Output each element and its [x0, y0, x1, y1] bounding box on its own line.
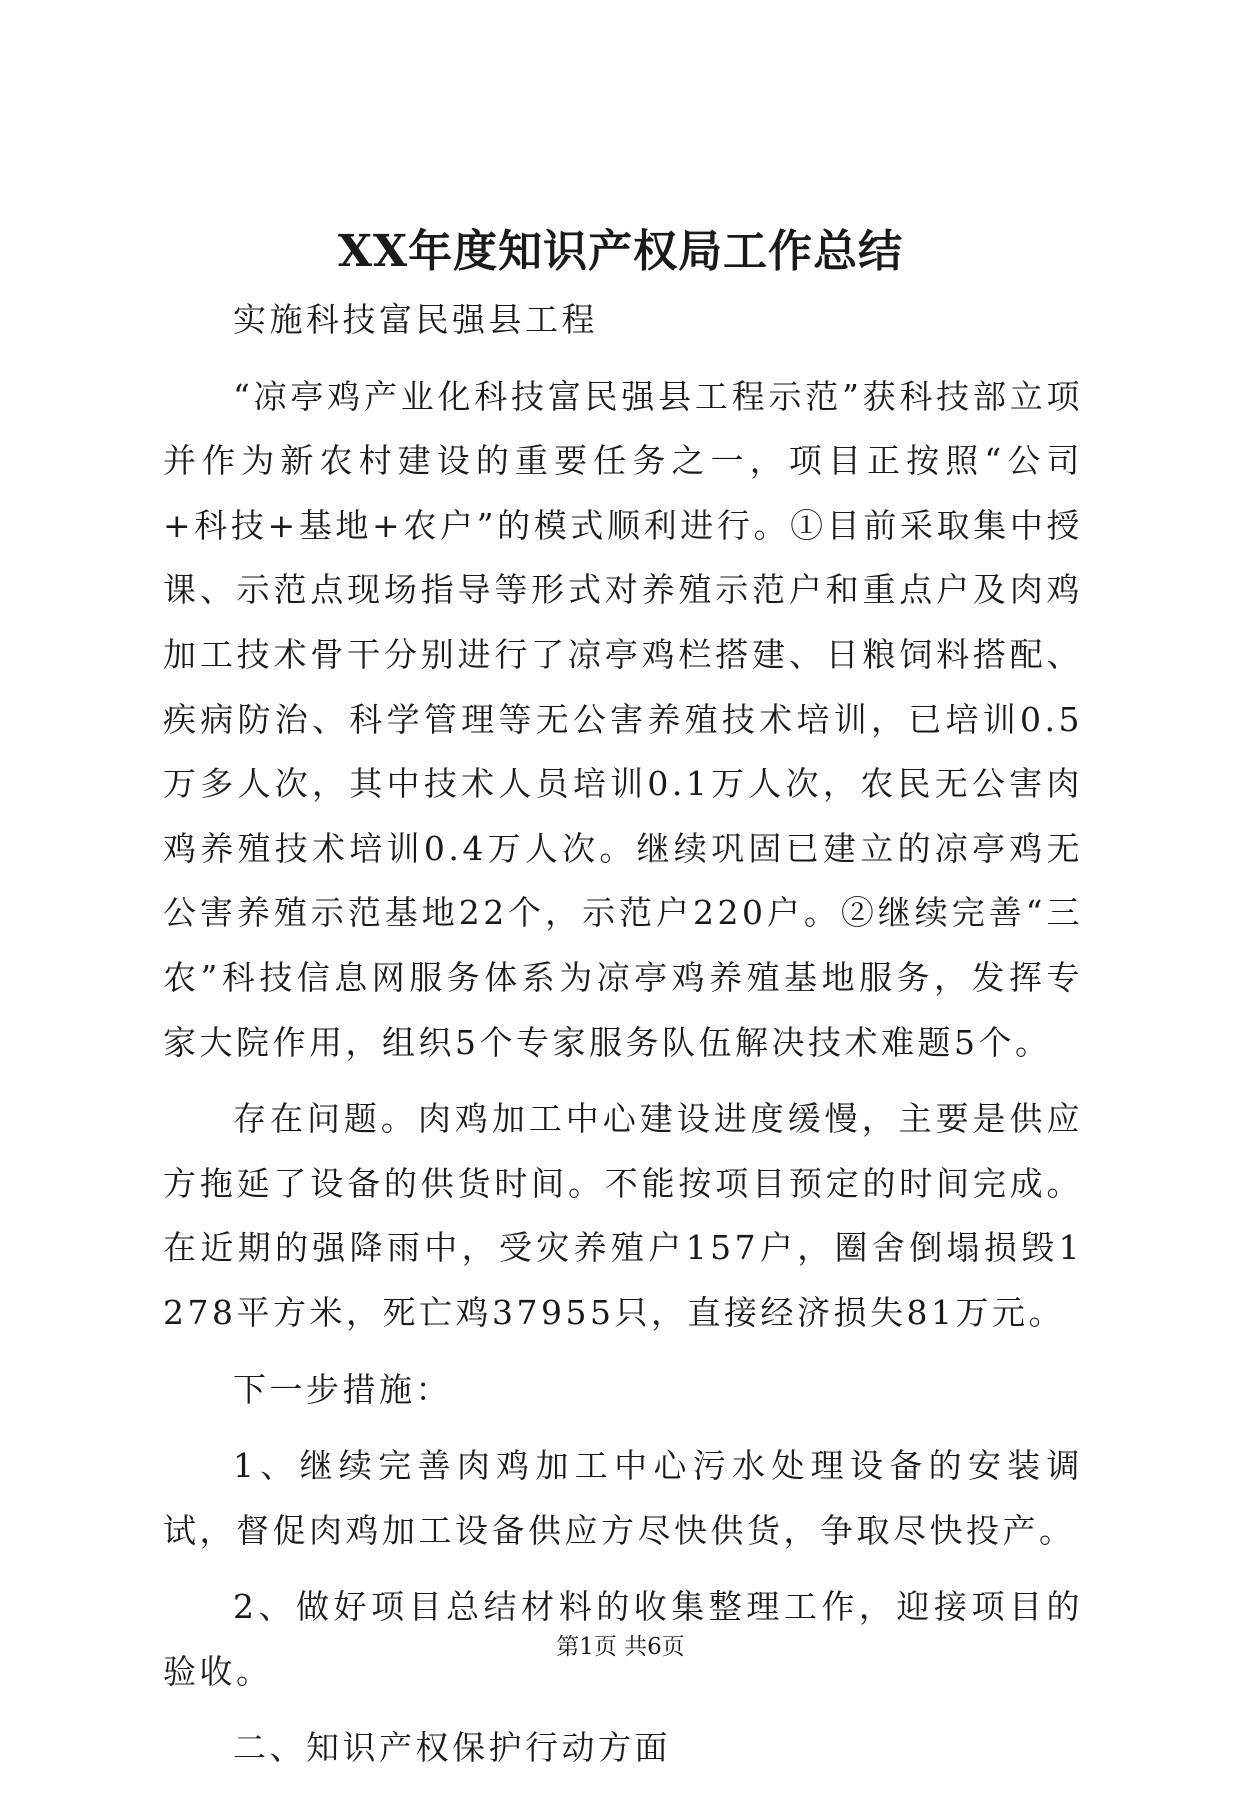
page-number: 第1页 共6页 [556, 1634, 685, 1660]
list-item: 2、做好项目总结材料的收集整理工作，迎接项目的验收。 [163, 1587, 1083, 1691]
body-paragraph: 下一步措施： [233, 1369, 452, 1409]
section-heading: 实施科技富民强县工程 [233, 300, 598, 339]
body-paragraph: 存在问题。肉鸡加工中心建设进度缓慢，主要是供应方拖延了设备的供货时间。不能按项目预定的时间完成。在近期的强降雨中，受灾养殖户157户，圈舍倒塌损毁1278平方米，死亡鸡37955只，直接经济损失81万元。 [163, 1099, 1083, 1332]
document-body [163, 288, 1083, 1793]
body-paragraph: “凉亭鸡产业化科技富民强县工程示范”获科技部立项并作为新农村建设的重要任务之一，项目正按照“公司+科技+基地+农户”的模式顺利进行。①目前采取集中授课、示范点现场指导等形式对养殖示范户和重点户及肉鸡加工技术骨干分别进行了凉亭鸡栏搭建、日粮饲料搭配、疾病防治、科学管理等无公害养殖技术培训，已培训0.5万多人次，其中技术人员培训0.1万人次，农民无公害肉鸡养殖技术培训0.4万人次。继续巩固已建立的凉亭鸡无公害养殖示范基地22个，示范户220户。②继续完善“三农”科技信息网服务体系为凉亭鸡养殖基地服务，发挥专家大院作用，组织5个专家服务队伍解决技术难题5个。 [163, 376, 1083, 1062]
section-heading: 二、知识产权保护行动方面 [233, 1728, 671, 1768]
list-item: 1、继续完善肉鸡加工中心污水处理设备的安装调试，督促肉鸡加工设备供应方尽快供货，争取尽快投产。 [163, 1446, 1083, 1550]
document-title: XX年度知识产权局工作总结 [337, 226, 904, 277]
